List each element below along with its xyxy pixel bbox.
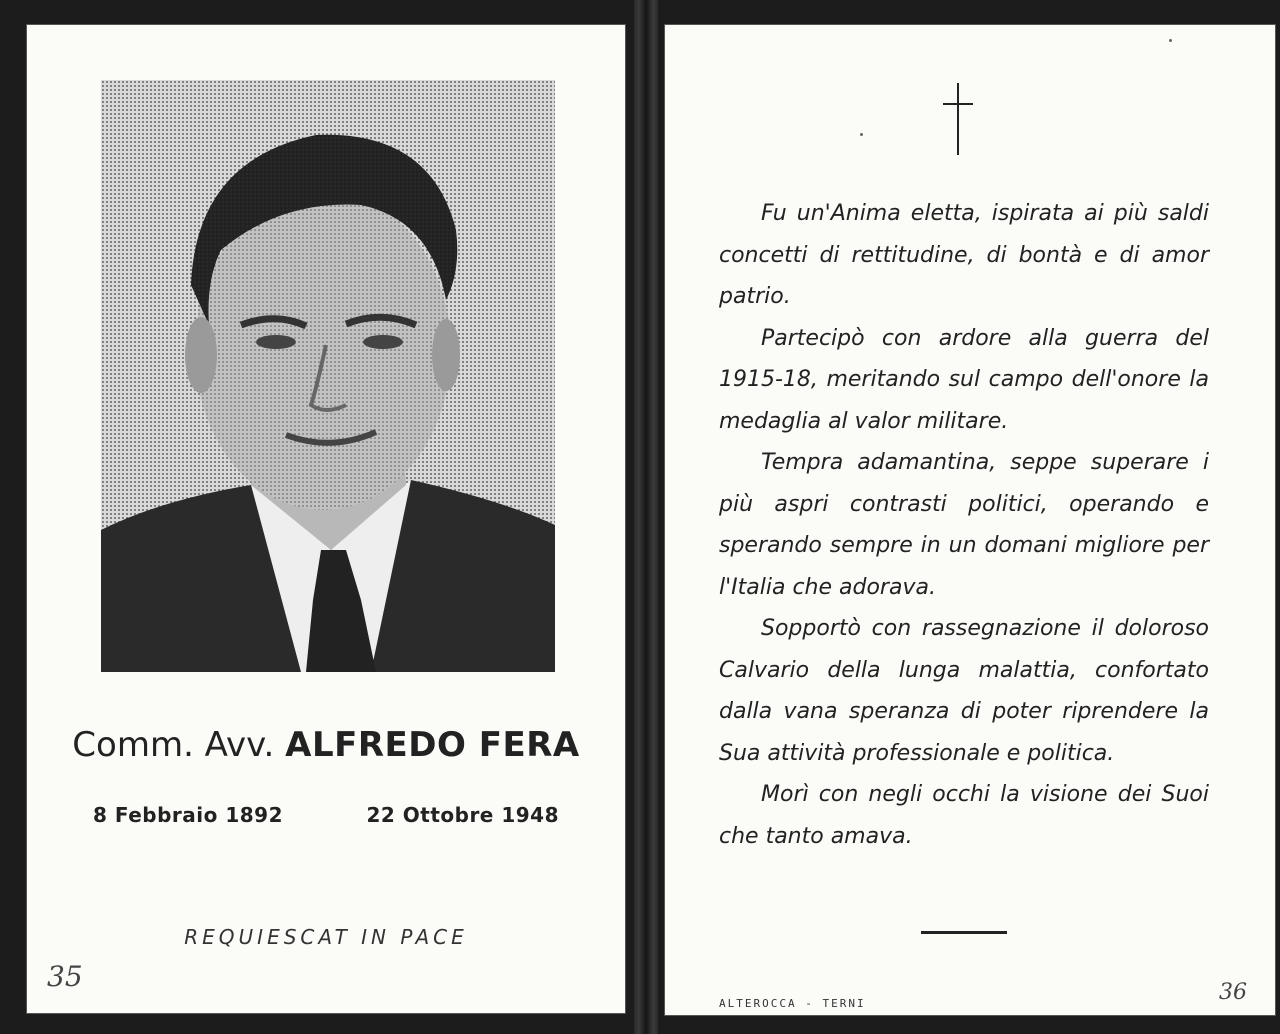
memorial-paragraph: Morì con negli occhi la visione dei Suoi che tanto amava. <box>719 782 1209 849</box>
memorial-text <box>719 193 1209 857</box>
memorial-paragraph: Sopportò con rassegnazione il doloroso Calvario della lunga malattia, confortato dalla vana speranza di poter riprendere la Sua attività professionale e politica. <box>719 616 1209 766</box>
handwritten-page-number: 35 <box>47 960 83 993</box>
name-prefix: Comm. Avv. <box>72 725 275 765</box>
deceased-name: ALFREDO FERA <box>285 725 580 765</box>
portrait-photo <box>101 80 555 672</box>
name-heading <box>27 725 625 765</box>
closing-rule <box>921 931 1007 934</box>
memorial-paragraph: Fu un'Anima eletta, ispirata ai più saldi concetti di rettitudine, di bontà e di amor patrio. <box>719 201 1209 309</box>
handwritten-page-number: 36 <box>1219 980 1247 1005</box>
cross-icon <box>943 83 973 155</box>
portrait-illustration <box>101 80 555 672</box>
birth-date: 8 Febbraio 1892 <box>93 803 284 827</box>
printer-credit: ALTEROCCA - TERNI <box>719 997 866 1010</box>
epitaph: REQUIESCAT IN PACE <box>184 925 468 949</box>
death-date: 22 Ottobre 1948 <box>366 803 559 827</box>
right-page <box>664 24 1276 1016</box>
speck-mark <box>1169 39 1172 42</box>
memorial-paragraph: Partecipò con ardore alla guerra del 1915-18, meritando sul campo dell'onore la medaglia al valor militare. <box>719 325 1209 434</box>
memorial-paragraph: Tempra adamantina, seppe superare i più aspri contrasti politici, operando e sperando sempre in un domani migliore per l'Italia che adorava. <box>719 450 1209 600</box>
speck-mark <box>860 133 863 136</box>
card-fold <box>634 0 658 1034</box>
left-page <box>26 24 626 1014</box>
